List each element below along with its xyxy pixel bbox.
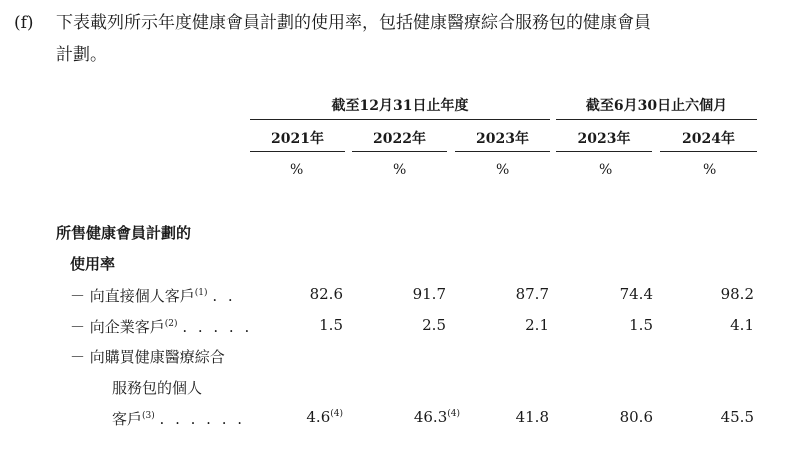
row-label: － 向購買健康醫療綜合 <box>70 348 225 366</box>
table-cell: 87.7 <box>515 285 549 303</box>
unit-label: % <box>599 162 613 178</box>
unit-label: % <box>290 162 304 178</box>
section-title-continued: 使用率 <box>70 255 116 273</box>
year-rule <box>660 151 757 152</box>
table-cell: 91.7 <box>412 285 446 303</box>
year-rule <box>250 151 345 152</box>
table-cell: 4.6$^{(4)}$ <box>306 408 343 426</box>
year-header: 2022年 <box>373 131 426 147</box>
unit-label: % <box>496 162 510 178</box>
table-cell: 1.5 <box>319 316 343 334</box>
group-rule-interim <box>556 119 757 120</box>
year-header: 2023年 <box>577 131 631 147</box>
table-cell: 46.3$^{(4)}$ <box>413 408 460 426</box>
year-rule <box>352 151 447 152</box>
year-rule <box>556 151 652 152</box>
table-cell: 2.5 <box>422 316 446 334</box>
intro-line-1: 下表載列所示年度健康會員計劃的使用率，包括健康醫療綜合服務包的健康會員 <box>56 13 651 33</box>
row-label-continued: 服務包的個人 <box>112 379 203 397</box>
table-cell: 80.6 <box>619 408 653 426</box>
intro-line-2: 計劃。 <box>56 45 107 65</box>
section-title: 所售健康會員計劃的 <box>56 224 192 242</box>
row-label-continued: 客戶$^{(3)}$ . . . . . . <box>112 410 245 428</box>
table-cell: 98.2 <box>720 285 754 303</box>
table-cell: 4.1 <box>730 316 754 334</box>
unit-label: % <box>703 162 717 178</box>
row-label: － 向直接個人客戶$^{(1)}$ . . <box>70 287 236 305</box>
table-cell: 41.8 <box>515 408 549 426</box>
table-cell: 1.5 <box>629 316 653 334</box>
year-header: 2021年 <box>271 131 324 147</box>
table-cell: 45.5 <box>720 408 754 426</box>
table-cell: 74.4 <box>619 285 653 303</box>
year-header: 2024年 <box>682 131 735 147</box>
group-header-annual: 截至12月31日止年度 <box>331 98 469 114</box>
unit-label: % <box>393 162 407 178</box>
group-header-interim: 截至6月30日止六個月 <box>585 98 728 114</box>
row-label: － 向企業客戶$^{(2)}$ . . . . . <box>70 318 253 336</box>
table-cell: 82.6 <box>309 285 343 303</box>
group-rule-annual <box>250 119 550 120</box>
year-header: 2023年 <box>476 131 529 147</box>
section-marker: (f) <box>14 13 34 33</box>
table-cell: 2.1 <box>525 316 549 334</box>
year-rule <box>455 151 550 152</box>
